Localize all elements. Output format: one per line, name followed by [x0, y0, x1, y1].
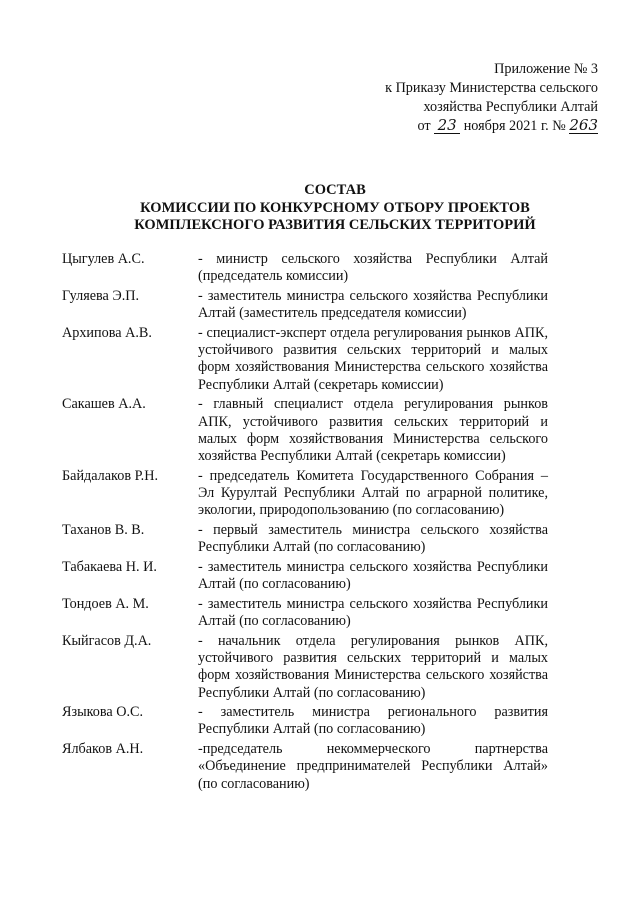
member-name: Таханов В. В.: [62, 521, 145, 538]
member-role: - заместитель министра сельского хозяйства Республики Алтай (заместитель председателя комиссии): [198, 287, 548, 322]
member-role: - заместитель министра сельского хозяйства Республики Алтай (по согласованию): [198, 558, 548, 593]
member-name: Кыйгасов Д.А.: [62, 632, 152, 649]
member-row: [62, 559, 548, 594]
member-row: [62, 325, 548, 394]
member-row: [62, 396, 548, 465]
member-row: [62, 251, 548, 286]
member-role: - председатель Комитета Государственного Собрания – Эл Курултай Республики Алтай по аграрной политике, экологии, природопользованию (по согласованию): [198, 467, 548, 519]
member-role: - заместитель министра регионального развития Республики Алтай (по согласованию): [198, 704, 548, 738]
appendix-order-line: к Приказу Министерства сельского: [385, 80, 598, 96]
handwritten-day: 23: [434, 118, 460, 134]
member-row: [62, 468, 548, 520]
appendix-ministry-line: хозяйства Республики Алтай: [423, 99, 598, 115]
member-role: - заместитель министра сельского хозяйства Республики Алтай (по согласованию): [198, 595, 548, 630]
member-role: - начальник отдела регулирования рынков АПК, устойчивого развития сельских территорий и малых форм хозяйствования Министерства сельского хозяйства Республики Алтай (по согласованию): [198, 632, 548, 701]
handwritten-number: 263: [569, 116, 598, 134]
member-row: [62, 704, 548, 739]
member-row: [62, 522, 548, 557]
member-role: - министр сельского хозяйства Республики Алтай (председатель комиссии): [198, 251, 548, 285]
member-name: Сакашев А.А.: [62, 396, 146, 413]
member-name: Гуляева Э.П.: [62, 287, 140, 304]
member-role: - главный специалист отдела регулирования рынков АПК, устойчивого развития сельских территорий и малых форм хозяйствования Министерства сельского хозяйства Республики Алтай (секретарь комиссии): [198, 396, 548, 465]
appendix-title: Приложение № 3: [494, 61, 598, 77]
member-name: Ялбаков А.Н.: [62, 740, 144, 757]
member-name: Байдалаков Р.Н.: [62, 467, 159, 484]
member-name: Языкова О.С.: [62, 704, 144, 721]
member-row: [62, 288, 548, 323]
member-name: Тондоев А. М.: [62, 595, 149, 612]
heading-sostav: СОСТАВ: [304, 182, 366, 198]
heading-development: КОМПЛЕКСНОГО РАЗВИТИЯ СЕЛЬСКИХ ТЕРРИТОРИЙ: [134, 217, 536, 233]
member-row: [62, 741, 548, 793]
member-role: - первый заместитель министра сельского хозяйства Республики Алтай (по согласованию): [198, 521, 548, 556]
heading-commission: КОМИССИИ ПО КОНКУРСНОМУ ОТБОРУ ПРОЕКТОВ: [140, 199, 530, 216]
date-prefix: от: [417, 118, 431, 134]
member-role: - специалист-эксперт отдела регулирования рынков АПК, устойчивого развития сельских территорий и малых форм хозяйствования Министерства сельского хозяйства Республики Алтай (секретарь комиссии): [198, 324, 548, 393]
members-list: [62, 251, 548, 795]
member-row: [62, 596, 548, 631]
member-row: [62, 633, 548, 702]
appendix-date-line: [298, 117, 598, 136]
member-name: Табакаева Н. И.: [62, 558, 157, 575]
document-heading: [50, 182, 620, 235]
appendix-header: [298, 60, 598, 136]
member-role: -председатель некоммерческого партнерства «Объединение предпринимателей Республики Алтай» (по согласованию): [198, 740, 548, 792]
member-name: Архипова А.В.: [62, 324, 152, 341]
date-middle: ноября 2021 г. №: [463, 118, 566, 134]
member-name: Цыгулев А.С.: [62, 251, 145, 267]
